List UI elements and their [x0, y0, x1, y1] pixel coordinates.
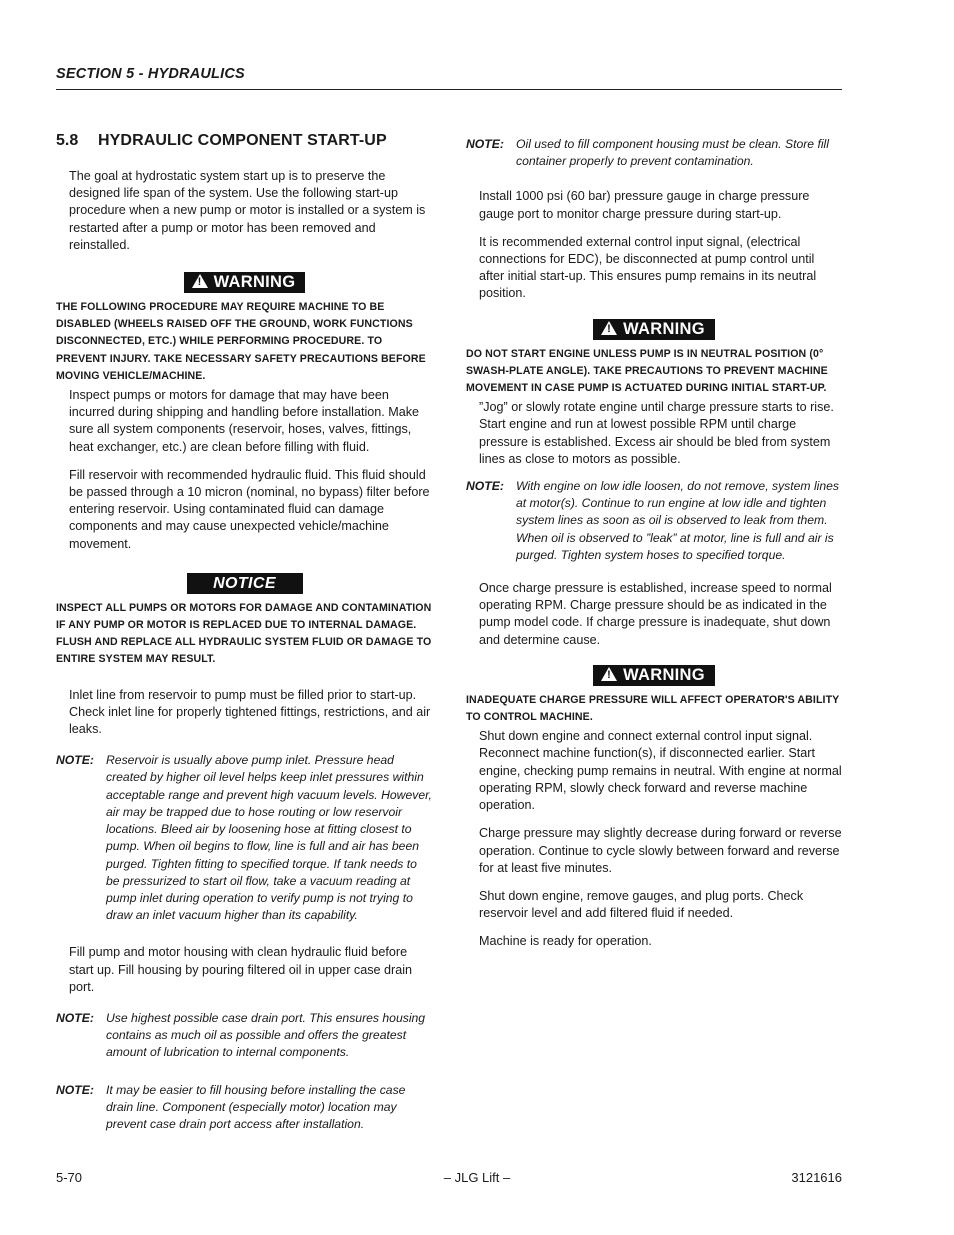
note — [56, 1010, 433, 1062]
section-header: SECTION 5 - HYDRAULICS — [56, 66, 245, 82]
paragraph: ”Jog” or slowly rotate engine until charge pressure starts to rise. Start engine and run at lowest possible RPM until charge pressure is established. Excess air should be bled from system lines as close to motors as possible. — [479, 400, 834, 466]
paragraph: It is recommended external control input signal, (electrical connections for EDC), be disconnected at pump control until after initial start-up. This ensures pump remains in its neutral position. — [479, 234, 817, 301]
note — [466, 136, 842, 170]
note-label: NOTE: — [466, 137, 504, 151]
section-title: HYDRAULIC COMPONENT START-UP — [98, 132, 387, 149]
footer-center-text: – JLG Lift – — [443, 1170, 511, 1185]
warning-banner — [56, 272, 433, 293]
warning-text: INADEQUATE CHARGE PRESSURE WILL AFFECT OPERATOR'S ABILITY TO CONTROL MACHINE. — [466, 693, 840, 724]
paragraph: Charge pressure may slightly decrease during forward or reverse operation. Continue to cycle slowly between forward and reverse for at least five minutes. — [479, 826, 842, 875]
paragraph: Once charge pressure is established, increase speed to normal operating RPM. Charge pressure should be as indicated in the pump model code. If charge pressure is inadequate, shut down and determine cause. — [479, 581, 832, 647]
notice-label: NOTICE — [187, 573, 303, 594]
note — [56, 752, 433, 924]
note — [466, 478, 842, 564]
warning-label: WARNING — [623, 319, 705, 338]
warning-label: WARNING — [623, 665, 705, 684]
note-text: With engine on low idle loosen, do not remove, system lines at motor(s). Continue to run engine at low idle and tighten system lines as soon as oil is observed to leak from them. When oil is observed to ”leak” at motor, line is full and air is purged. Tighten system hoses to specified torque. — [516, 479, 840, 562]
warning-text: THE FOLLOWING PROCEDURE MAY REQUIRE MACHINE TO BE DISABLED (WHEELS RAISED OFF THE GROUND, WORK FUNCTIONS DISCONNECTED, ETC.) WHILE PERFORMING PROCEDURE. TO PREVENT INJURY. TAKE NECESSARY SAFETY PRECAUTIONS BEFORE MOVING VEHICLE/MACHINE. — [56, 301, 426, 382]
note-text: Oil used to fill component housing must be clean. Store fill container properly to prevent contamination. — [516, 137, 829, 169]
note — [56, 1082, 433, 1134]
section-number: 5.8 — [56, 132, 79, 149]
warning-icon — [192, 274, 208, 288]
paragraph: Fill pump and motor housing with clean hydraulic fluid before start up. Fill housing by pouring filtered oil in upper case drain port. — [69, 945, 413, 994]
right-column — [466, 136, 842, 962]
warning-banner — [466, 319, 842, 340]
warning-label: WARNING — [213, 273, 296, 292]
paragraph: Shut down engine and connect external control input signal. Reconnect machine function(s), if disconnected earlier. Start engine, checking pump remains in neutral. With engine at normal operating RPM, slowly check forward and reverse machine operation. — [479, 729, 842, 813]
paragraph: Machine is ready for operation. — [479, 934, 652, 949]
notice-banner — [56, 573, 433, 594]
header-rule — [56, 89, 842, 90]
note-text: Reservoir is usually above pump inlet. Pressure head created by higher oil level helps keep inlet pressures within acceptable range and prevent high vacuum levels. However, air may be trapped due to hose routing or low reservoir locations. Bleed air by loosening hose at fitting closest to pump. When oil begins to flow, line is full and air has been purged. Tighten fitting to specified torque. If tank needs to be pressurized to start oil flow, take a vacuum reading at pump inlet during operation to verify pump is not trying to draw an inlet vacuum higher than its capability. — [106, 753, 432, 923]
warning-banner — [466, 665, 842, 686]
paragraph: Fill reservoir with recommended hydraulic fluid. This fluid should be passed through a 10 micron (nominal, no bypass) filter before entering reservoir. Using contaminated fluid can damage components and may cause unexpected vehicle/machine movement. — [69, 467, 430, 551]
note-text: It may be easier to fill housing before installing the case drain line. Component (especially motor) location may prevent case drain port access after installation. — [106, 1082, 406, 1131]
section-heading — [56, 132, 433, 150]
warning-icon — [601, 321, 617, 335]
paragraph: Inspect pumps or motors for damage that may have been incurred during shipping and handling before installation. Make sure all system components (reservoir, hoses, valves, fittings, heat exchanger, etc.) are clean before filling with fluid. — [69, 388, 420, 454]
note-label: NOTE: — [466, 479, 504, 494]
note-text: Use highest possible case drain port. This ensures housing contains as much oil as possible and offers the greatest amount of lubrication to internal components. — [106, 1010, 426, 1060]
paragraph: Inlet line from reservoir to pump must be filled prior to start-up. Check inlet line for properly tightened fittings, restrictions, and air leaks. — [69, 687, 431, 737]
paragraph: The goal at hydrostatic system start up is to preserve the designed life span of the system. Use the following start-up procedure when a new pump or motor is installed or a system is restarted after a pump or motor has been removed and reinstalled. — [69, 169, 426, 252]
left-column — [56, 132, 433, 1149]
note-label: NOTE: — [56, 1082, 94, 1097]
paragraph: Install 1000 psi (60 bar) pressure gauge in charge pressure gauge port to monitor charge pressure during start-up. — [479, 189, 810, 221]
notice-text: INSPECT ALL PUMPS OR MOTORS FOR DAMAGE AND CONTAMINATION IF ANY PUMP OR MOTOR IS REPLACED DUE TO INTERNAL DAMAGE. FLUSH AND REPLACE ALL HYDRAULIC SYSTEM FLUID OR DAMAGE TO ENTIRE SYSTEM MAY RESULT. — [56, 601, 432, 666]
footer-page-number: 5-70 — [56, 1170, 83, 1185]
footer-doc-number: 3121616 — [791, 1170, 842, 1185]
paragraph: Shut down engine, remove gauges, and plug ports. Check reservoir level and add filtered fluid if needed. — [479, 888, 804, 921]
note-label: NOTE: — [56, 753, 94, 768]
warning-icon — [601, 667, 617, 681]
warning-text: DO NOT START ENGINE UNLESS PUMP IS IN NEUTRAL POSITION (0° SWASH-PLATE ANGLE). TAKE PRECAUTIONS TO PREVENT MACHINE MOVEMENT IN CASE PUMP IS ACTUATED DURING INITIAL START-UP. — [466, 347, 828, 395]
note-label: NOTE: — [56, 1010, 94, 1025]
